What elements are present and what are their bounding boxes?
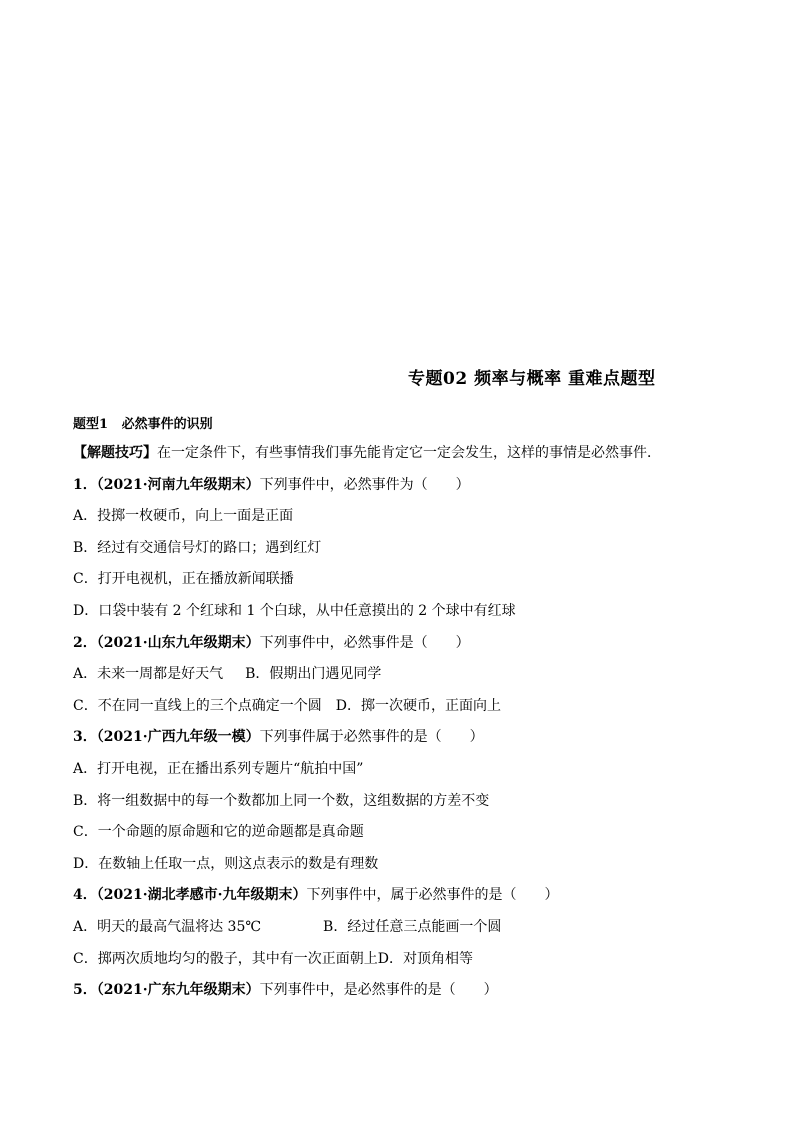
question-option: A．打开电视，正在播出系列专题片“航拍中国” — [73, 760, 364, 777]
question-option: D．对顶角相等 — [377, 950, 473, 967]
question-text: 下列事件属于必然事件的是（ ） — [259, 729, 484, 746]
question-option: C．打开电视机，正在播放新闻联播 — [73, 571, 294, 588]
tip-label: 【解题技巧】 — [73, 445, 157, 461]
question-stem — [73, 975, 733, 1007]
question-stem — [73, 722, 733, 754]
question-option: B．假期出门遇见同学 — [245, 666, 382, 683]
section-label: 题型1 — [73, 417, 109, 432]
question-option: D．口袋中装有 2 个红球和 1 个白球，从中任意摸出的 2 个球中有红球 — [73, 602, 516, 619]
question-option: A．未来一周都是好天气 — [73, 666, 224, 683]
question-source: （2021·山东九年级期末） — [96, 634, 260, 651]
question-option: C．一个命题的原命题和它的逆命题都是真命题 — [73, 824, 364, 841]
question-option-row — [73, 944, 733, 976]
question-number: 4． — [73, 887, 97, 904]
question-option: D．在数轴上任取一点，则这点表示的数是有理数 — [73, 855, 379, 872]
question-option: A．投掷一枚硬币，向上一面是正面 — [73, 508, 294, 525]
question-option-row — [73, 659, 733, 691]
question-number: 3． — [73, 729, 97, 746]
question-source: （2021·广东九年级期末） — [96, 982, 260, 999]
solving-tip — [73, 438, 733, 470]
question-option: B．经过有交通信号灯的路口；遇到红灯 — [73, 539, 322, 556]
document-body — [73, 416, 733, 1007]
question-text: 下列事件中，必然事件是（ ） — [259, 634, 470, 651]
question-source: （2021·广西九年级一模） — [96, 729, 260, 746]
question-text: 下列事件中，是必然事件的是（ ） — [259, 982, 498, 999]
question-text: 下列事件中，属于必然事件的是（ ） — [306, 887, 559, 904]
tip-text: 在一定条件下，有些事情我们事先能肯定它一定会发生，这样的事情是必然事件． — [157, 445, 661, 461]
question-number: 1． — [73, 476, 97, 493]
section-name: 必然事件的识别 — [121, 417, 213, 432]
question-option: B．将一组数据中的每一个数都加上同一个数，这组数据的方差不变 — [73, 792, 490, 809]
question-option: C．不在同一直线上的三个点确定一个圆 — [73, 697, 322, 714]
question-number: 2． — [73, 634, 97, 651]
page-title: 专题02 频率与概率 重难点题型 — [408, 369, 656, 389]
question-option-row — [73, 912, 733, 944]
section-heading — [73, 412, 733, 438]
question-option: C．掷两次质地均匀的骰子，其中有一次正面朝上 — [73, 950, 378, 967]
question-text: 下列事件中，必然事件为（ ） — [259, 476, 470, 493]
question-source: （2021·河南九年级期末） — [96, 476, 260, 493]
question-option: B．经过任意三点能画一个圆 — [323, 918, 502, 935]
question-option: D．掷一次硬币，正面向上 — [335, 697, 501, 714]
question-stem — [73, 628, 733, 660]
question-stem — [73, 880, 733, 912]
question-source: （2021·湖北孝感市·九年级期末） — [96, 887, 307, 904]
question-stem — [73, 470, 733, 502]
question-option-row — [73, 691, 733, 723]
question-option: A．明天的最高气温将达 35℃ — [73, 918, 262, 935]
question-number: 5． — [73, 982, 97, 999]
